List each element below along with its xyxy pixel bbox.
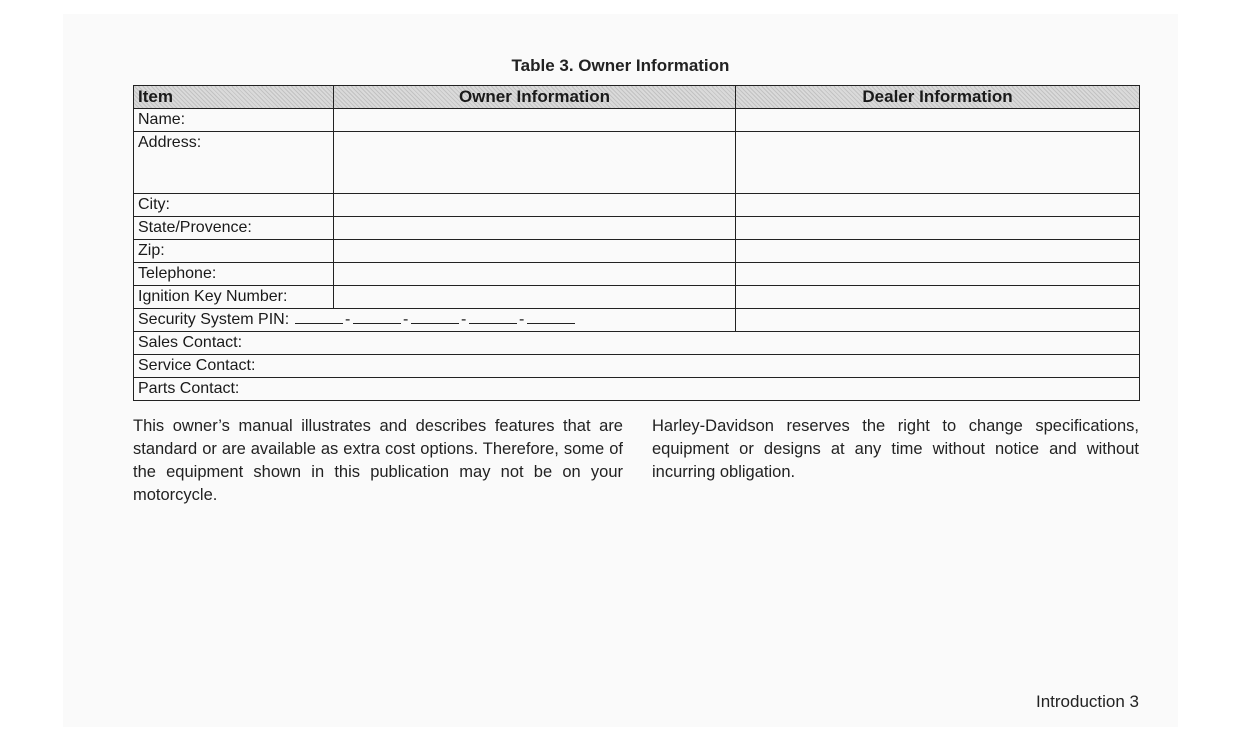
row-label-state: State/Provence: — [134, 217, 334, 240]
pin-digit-blank[interactable] — [353, 309, 401, 324]
dealer-address-field[interactable] — [736, 132, 1140, 194]
table-row-address — [134, 132, 1140, 194]
dealer-city-field[interactable] — [736, 194, 1140, 217]
row-label-address: Address: — [134, 132, 334, 194]
disclaimer-paragraph-left: This owner’s manual illustrates and describes features that are standard or are available as extra cost options. Therefore, some of the equipment shown in this publication may not be on your motorcycle. — [133, 417, 623, 504]
row-label-parts-contact[interactable]: Parts Contact: — [134, 378, 1140, 401]
dealer-security-pin-field[interactable] — [736, 309, 1140, 332]
owner-address-field[interactable] — [334, 132, 736, 194]
pin-digit-blank[interactable] — [411, 309, 459, 324]
table-row-telephone — [134, 263, 1140, 286]
header-dealer-information: Dealer Information — [736, 86, 1140, 109]
security-pin-cell — [134, 309, 736, 332]
dealer-ignition-key-field[interactable] — [736, 286, 1140, 309]
pin-separator: - — [344, 311, 351, 328]
row-label-city: City: — [134, 194, 334, 217]
row-label-telephone: Telephone: — [134, 263, 334, 286]
header-owner-information: Owner Information — [334, 86, 736, 109]
pin-digit-blank[interactable] — [527, 309, 575, 324]
owner-zip-field[interactable] — [334, 240, 736, 263]
owner-city-field[interactable] — [334, 194, 736, 217]
table-row-ignition-key — [134, 286, 1140, 309]
row-label-service-contact[interactable]: Service Contact: — [134, 355, 1140, 378]
owner-information-table — [133, 85, 1140, 401]
row-label-ignition-key: Ignition Key Number: — [134, 286, 334, 309]
table-title: Table 3. Owner Information — [511, 56, 730, 75]
row-label-sales-contact[interactable]: Sales Contact: — [134, 332, 1140, 355]
dealer-name-field[interactable] — [736, 109, 1140, 132]
owner-ignition-key-field[interactable] — [334, 286, 736, 309]
row-label-zip: Zip: — [134, 240, 334, 263]
header-item: Item — [134, 86, 334, 109]
dealer-telephone-field[interactable] — [736, 263, 1140, 286]
table-row-parts-contact — [134, 378, 1140, 401]
table-header-row — [134, 86, 1140, 109]
pin-digit-blank[interactable] — [295, 309, 343, 324]
table-row-state — [134, 217, 1140, 240]
owner-state-field[interactable] — [334, 217, 736, 240]
table-row-sales-contact — [134, 332, 1140, 355]
disclaimer-paragraph-right: Harley-Davidson reserves the right to change specifications, equipment or designs at any time without notice and without incurring obligation. — [652, 417, 1139, 481]
pin-separator: - — [518, 311, 525, 328]
pin-separator: - — [460, 311, 467, 328]
owner-name-field[interactable] — [334, 109, 736, 132]
dealer-zip-field[interactable] — [736, 240, 1140, 263]
table-row-city — [134, 194, 1140, 217]
row-label-security-pin: Security System PIN: — [138, 311, 290, 328]
dealer-state-field[interactable] — [736, 217, 1140, 240]
table-row-service-contact — [134, 355, 1140, 378]
owner-telephone-field[interactable] — [334, 263, 736, 286]
table-row-security-pin — [134, 309, 1140, 332]
row-label-name: Name: — [134, 109, 334, 132]
page-footer-label: Introduction 3 — [1035, 692, 1139, 711]
pin-digit-blank[interactable] — [469, 309, 517, 324]
table-row-zip — [134, 240, 1140, 263]
pin-separator: - — [402, 311, 409, 328]
table-row-name — [134, 109, 1140, 132]
